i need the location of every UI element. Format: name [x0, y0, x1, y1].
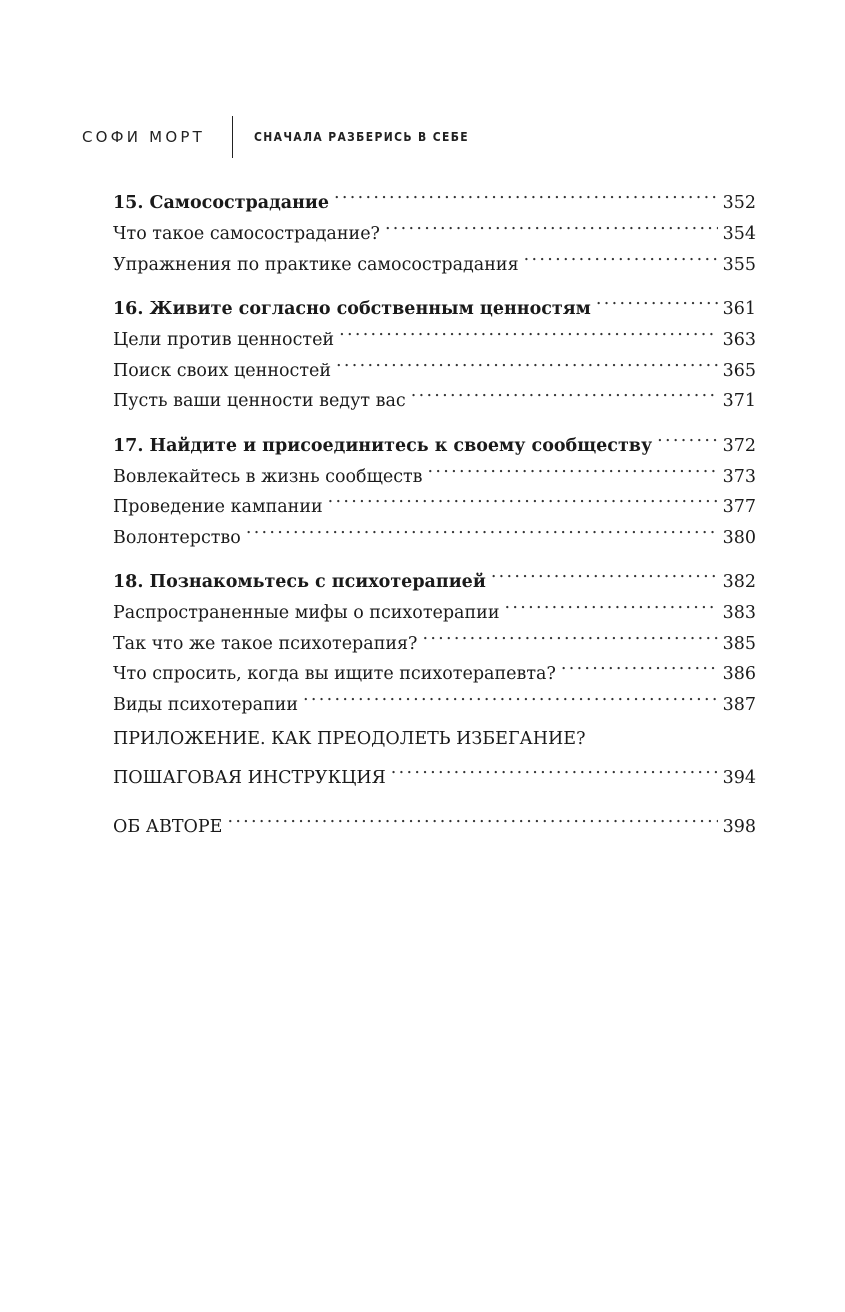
- header-author: СОФИ МОРТ: [82, 128, 205, 146]
- toc-leader-dots: [657, 421, 717, 451]
- running-header: [0, 116, 845, 160]
- toc-page-number: 363: [722, 330, 756, 350]
- toc-leader-dots: [246, 513, 718, 543]
- toc-about-title: ОБ АВТОРЕ: [113, 816, 223, 837]
- toc-leader-dots: [411, 376, 718, 406]
- toc-page-number: 382: [722, 572, 756, 592]
- toc-about-author[interactable]: [113, 802, 756, 837]
- toc-chapter-15: [113, 178, 756, 275]
- toc-page-number: 352: [722, 193, 756, 213]
- toc-leader-dots: [491, 557, 718, 587]
- toc-page-number: 380: [722, 527, 756, 548]
- toc-item-title: Волонтерство: [113, 527, 241, 548]
- table-of-contents: [113, 178, 756, 837]
- toc-appendix-line1: [113, 724, 756, 753]
- toc-leader-dots: [303, 680, 718, 710]
- toc-leader-dots: [227, 802, 717, 832]
- toc-chapter-17: [113, 421, 756, 548]
- toc-item-title: Распространенные мифы о психотерапии: [113, 603, 500, 623]
- toc-chapter-16: [113, 284, 756, 411]
- toc-appendix[interactable]: [113, 724, 756, 788]
- toc-appendix-line2: [113, 753, 756, 788]
- toc-chapter-title: 17. Найдите и присоединитесь к своему сообществу: [113, 435, 653, 456]
- toc-chapter-title: 16. Живите согласно собственным ценностям: [113, 299, 591, 319]
- toc-page-number: 386: [722, 664, 756, 684]
- header-divider: [232, 116, 233, 158]
- toc-page-number: 385: [722, 633, 756, 654]
- toc-item-title: Что такое самосострадание?: [113, 224, 380, 244]
- toc-page-number: 365: [722, 360, 756, 381]
- toc-page-number: 361: [722, 299, 756, 319]
- toc-leader-dots: [339, 315, 717, 345]
- toc-leader-dots: [328, 482, 718, 512]
- toc-leader-dots: [422, 619, 717, 649]
- toc-item-title: Так что же такое психотерапия?: [113, 633, 418, 654]
- toc-chapter-row[interactable]: [113, 557, 756, 592]
- toc-item-title: Пусть ваши ценности ведут вас: [113, 391, 406, 411]
- toc-item-title: Виды психотерапии: [113, 694, 298, 715]
- toc-leader-dots: [596, 284, 718, 314]
- toc-chapter-title: 18. Познакомьтесь с психотерапией: [113, 572, 486, 592]
- toc-leader-dots: [334, 178, 718, 208]
- toc-leader-dots: [561, 649, 718, 679]
- toc-item-title: Вовлекайтесь в жизнь сообществ: [113, 466, 423, 487]
- toc-page-number: 377: [722, 497, 756, 517]
- toc-item-title: Что спросить, когда вы ищите психотерапевта?: [113, 664, 556, 684]
- toc-page-number: 372: [722, 435, 756, 456]
- toc-chapter-18: [113, 557, 756, 715]
- toc-leader-dots: [428, 452, 718, 482]
- toc-page-number: 355: [722, 254, 756, 275]
- toc-chapter-row[interactable]: [113, 178, 756, 213]
- toc-page-number: 354: [722, 224, 756, 244]
- toc-page-number: 387: [722, 694, 756, 715]
- toc-item-title: Цели против ценностей: [113, 330, 335, 350]
- toc-appendix-title-line2: ПОШАГОВАЯ ИНСТРУКЦИЯ: [113, 768, 386, 788]
- toc-page-number: 371: [722, 391, 756, 411]
- toc-leader-dots: [524, 240, 718, 270]
- toc-item-title: Упражнения по практике самосострадания: [113, 254, 519, 275]
- toc-page-number: 373: [722, 466, 756, 487]
- toc-chapter-row[interactable]: [113, 284, 756, 319]
- toc-page-number: 383: [722, 603, 756, 623]
- toc-chapter-title: 15. Самосострадание: [113, 193, 330, 213]
- toc-leader-dots: [391, 753, 718, 783]
- toc-page-number: 398: [722, 816, 756, 837]
- toc-item-title: Проведение кампании: [113, 497, 323, 517]
- toc-leader-dots: [385, 209, 718, 239]
- toc-page-number: 394: [722, 768, 756, 788]
- toc-appendix-title-line1: ПРИЛОЖЕНИЕ. КАК ПРЕОДОЛЕТЬ ИЗБЕГАНИЕ?: [113, 729, 586, 749]
- header-book-title: СНАЧАЛА РАЗБЕРИСЬ В СЕБЕ: [254, 129, 470, 144]
- toc-chapter-row[interactable]: [113, 421, 756, 456]
- toc-item-title: Поиск своих ценностей: [113, 360, 332, 381]
- toc-leader-dots: [505, 588, 718, 618]
- toc-leader-dots: [336, 346, 718, 376]
